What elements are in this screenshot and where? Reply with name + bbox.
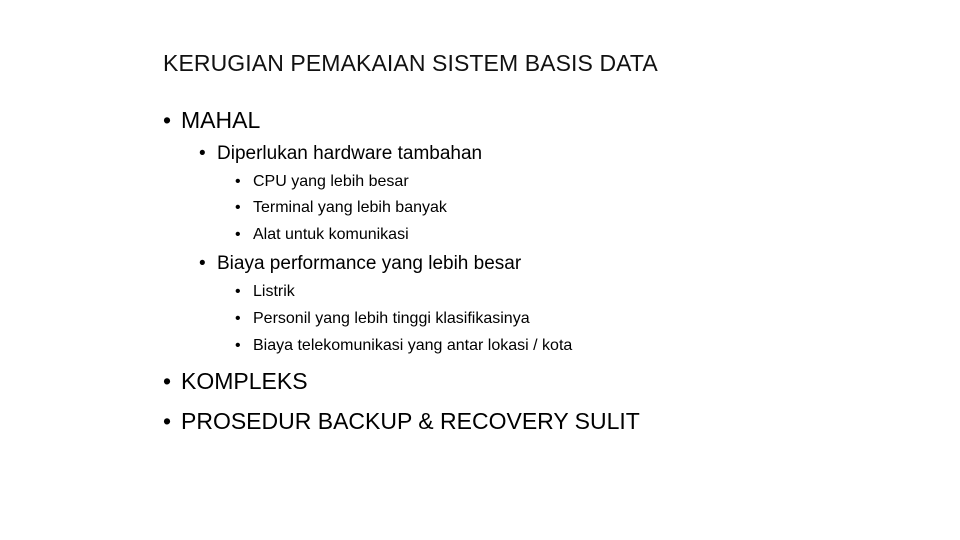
bullet-text: Biaya performance yang lebih besar xyxy=(217,253,522,274)
bullet-icon: • xyxy=(235,199,241,216)
bullet-text: PROSEDUR BACKUP & RECOVERY SULIT xyxy=(181,408,640,434)
bullet-text: Personil yang lebih tinggi klasifikasinya xyxy=(253,310,530,327)
bullet-item xyxy=(163,107,260,134)
bullet-icon: • xyxy=(199,143,206,164)
bullet-item xyxy=(235,283,295,301)
bullet-item xyxy=(235,310,530,328)
bullet-text: CPU yang lebih besar xyxy=(253,173,409,190)
bullet-icon: • xyxy=(199,253,206,274)
bullet-item xyxy=(199,253,521,275)
bullet-icon: • xyxy=(163,107,172,133)
bullet-text: KOMPLEKS xyxy=(181,368,308,394)
bullet-text: Diperlukan hardware tambahan xyxy=(217,143,483,164)
bullet-item xyxy=(235,173,409,191)
bullet-item xyxy=(235,199,447,217)
bullet-text: Alat untuk komunikasi xyxy=(253,226,409,243)
bullet-item xyxy=(235,226,409,244)
bullet-icon: • xyxy=(235,283,241,300)
slide-title: KERUGIAN PEMAKAIAN SISTEM BASIS DATA xyxy=(163,50,658,76)
bullet-text: Biaya telekomunikasi yang antar lokasi / kota xyxy=(253,337,573,354)
bullet-item xyxy=(163,368,308,395)
bullet-text: Terminal yang lebih banyak xyxy=(253,199,447,216)
bullet-icon: • xyxy=(235,226,241,243)
bullet-item xyxy=(163,408,640,435)
bullet-item xyxy=(199,143,482,165)
bullet-icon: • xyxy=(235,337,241,354)
bullet-icon: • xyxy=(163,368,172,394)
bullet-icon: • xyxy=(235,310,241,327)
bullet-text: MAHAL xyxy=(181,107,261,133)
bullet-icon: • xyxy=(163,408,172,434)
bullet-icon: • xyxy=(235,173,241,190)
bullet-text: Listrik xyxy=(253,283,295,300)
bullet-item xyxy=(235,337,572,355)
